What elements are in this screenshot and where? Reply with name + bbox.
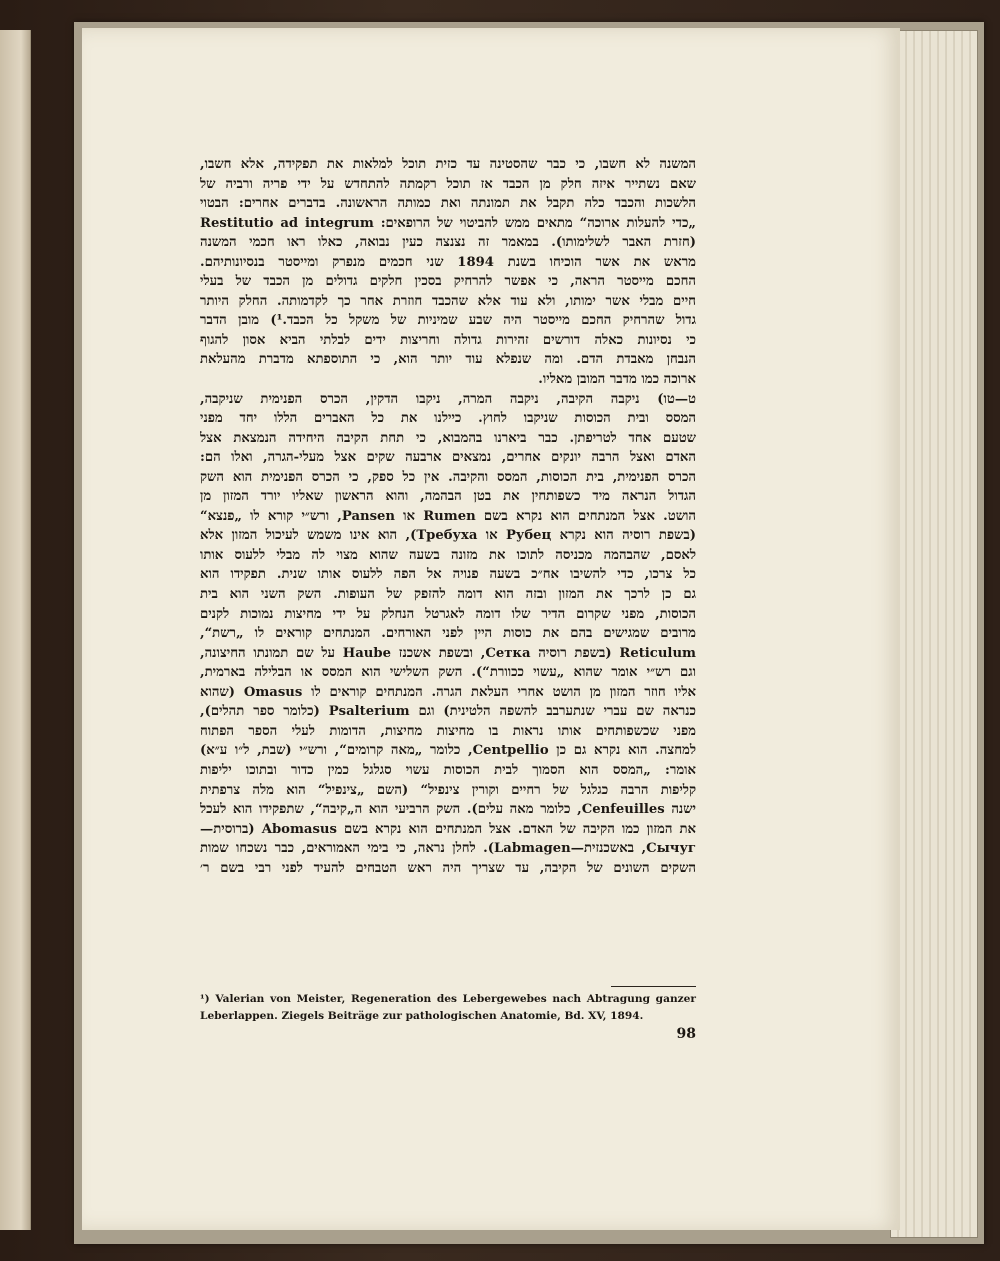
text-line: השקים השונים של הקיבה, עד שצריך היה ראש הטבחים להעיד לפני רבי בשם ר׳ (200, 860, 696, 876)
page-stack-edge (890, 30, 978, 1238)
text-line: אומר: „המסס הוא הסמוך לבית הכוסות עשוי סגלגל כמין כדור ובתוכו יליפות (200, 762, 696, 778)
hebrew-text-body (200, 155, 696, 878)
text-line: גם כן לרכך את המזון ובזה הוא דומה להזפק של העופות. השק השני הוא בית (200, 587, 696, 603)
footnote-line: Leberlappen. Ziegels Beiträge zur pathologischen Anatomie, Bd. XV, 1894. (200, 1010, 644, 1022)
text-line: חיים מבלי אשר ימותו, ולא עוד אלא שהכבד חוזרת אחר כך לקדמותה. החלק היותר (200, 293, 696, 309)
text-line: קליפות הרבה כגלגל של רחיים וקורין צינפיל“ (השם „צינפיל“ הוא מלה צרפתית (200, 782, 696, 798)
text-line: כנראה שם עברי שנתערבב להשפה הלטינית) וגם Psalterium (כלומר ספר תהלים), (200, 704, 696, 720)
text-line: הלשכות והכבד כלה תקבל את תמונתה ואת כמותה הראשונה. בדברים אחרים: הבטוי (200, 196, 696, 212)
text-line: למחצה. הוא נקרא גם כן Centpellio, כלומר „מאה קרומים“, ורש״י (שבת, ל״ו ע״א) (200, 743, 696, 759)
text-line: הגדול הנראה מיד כשפותחין את בטן הבהמה, והוא הראשון שאליו יורד המזון מן (200, 489, 696, 505)
text-line: Reticulum (בשפת רוסיה Сетка, ובשפת אשכנז Haube על שם תמונתו החיצונה, (200, 645, 696, 661)
text-line: ישנה Cenfeuilles, כלומר מאה עלים). השק הרביעי הוא ה„קיבה“, שתפקידו הוא לעכל (200, 802, 696, 818)
text-line: אליו חוזר המזון מן הושט אחרי העלאת הגרה. המנתחים קוראים לו Omasus (שהוא (200, 684, 696, 700)
text-line: המשנה לא חשבו, כי כבר שהסטינה עד כזית תוכל למלאות את תפקידה, אלא חשבו, (200, 157, 696, 172)
page-number: 98 (676, 1026, 696, 1042)
footnote (200, 991, 696, 1025)
text-line: לאסם, שהבהמה מכניסה לתוכו את מזונה בשעה שהוא מצוי לה מבלי ללעוס אותו (200, 547, 696, 563)
facing-page-edge (0, 30, 31, 1230)
text-line: הנבחן מאבדת הדם. ומה שנפלא עוד יותר הוא, כי התוספתא מדברת מהעלאת (200, 352, 696, 368)
text-line: הכרס הפנימית, בית הכוסות, המסס והקיבה. אין כל ספק, כי הכרס הפנימית הוא השק (200, 469, 696, 485)
text-line: וגם רש״י אומר שהוא „עשוי ככוורת“). השק השלישי הוא המסס או הבלילה בארמית, (200, 665, 696, 681)
text-line: את המזון כמו הקיבה של האדם. אצל המנתחים הוא נקרא בשם Abomasus (ברוסית— (200, 821, 696, 837)
text-line: גדול שהרחיק החכם מייסטר היה שבע שמיניות של משקל כל הכבד.¹) מובן הדבר (200, 313, 696, 329)
text-line: „כדי להעלות ארוכה“ מתאים ממש להביטוי של הרופאים: Restitutio ad integrum (200, 215, 696, 231)
text-line: הושט. אצל המנתחים הוא נקרא בשם Rumen או Pansen, ורש״י קורא לו „פנצא“ (200, 508, 696, 524)
text-line: מראש את אשר הוכיחו בשנת 1894 שני חכמים מנפרק ומייסטר בנסיונותיהם. (200, 254, 696, 270)
footnote-line: ¹) Valerian von Meister, Regeneration des Lebergewebes nach Abtragung ganzer (200, 993, 696, 1005)
text-line: (חזרת האבר לשלימותו). במאמר זה נצנצה כעין נבואה, כאלו ראו חכמי המשנה (200, 235, 696, 251)
footnote-rule (611, 986, 696, 987)
text-line: ט—טו) ניקבה הקיבה, ניקבה המרה, ניקבו הדקין, הכרס הפנימית שניקבה, (200, 391, 696, 407)
text-line: שטעם אחד לטריפתן. כבר ביארנו בהמבוא, כי תחת הקיבה היחידה הנמצאת אצל (200, 430, 696, 446)
text-line: ארוכה כמו מדבר המובן מאליו. (538, 372, 696, 388)
text-line: מרובים שמגישים בהם את כוסות היין לפני האורחים. המנתחים קוראים לו „רשת“, (200, 626, 696, 642)
text-line: כי נסיונות כאלה דורשים זהירות גדולה וחריצות ידים לבלתי הביא אסון להגוף (200, 332, 696, 348)
text-line: (בשפת רוסיה הוא נקרא Рубец או Требуха), הוא אינו משמש לעיכול המזון אלא (200, 528, 696, 544)
text-line: הכוסות, מפני שקרום הדיר שלו דומה לאגרטל הנחלק על ידי מחיצות נמוכות לקנים (200, 606, 696, 622)
text-line: כל צרכו, כדי להשיבו אח״כ בשעה פנויה אל הפה ללעוס אותו שנית. תפקידו הוא (200, 567, 696, 583)
text-line: המסס ובית הכוסות שניקבו לחוץ. כיילנו את כל האברים הללו יחד מפני (200, 411, 696, 427)
text-line: Сычуг, באשכנזית—Labmagen). לחלן נראה, כי בימי האמוראים, כבר נשכחו שמות (200, 841, 696, 857)
text-line: מפני שכשפותחים אותו נראות בו מחיצות מחיצות, הדומות לעלי הספר הפתוח (200, 723, 696, 739)
text-line: האדם ואצל הרבה יונקים אחרים, נמצאים ארבעה שקים אצל מעלי-הגרה, ואלו הם: (200, 450, 696, 466)
text-line: שאם נשתייר איזה חלק מן הכבד אז תוכל רקמתה להתחדש על ידי פריה ורביה של (200, 176, 696, 192)
text-line: החכם מייסטר הראה, כי אפשר להרחיק בסכין חלקים גדולים מן הכבד של בעלי (200, 274, 696, 290)
